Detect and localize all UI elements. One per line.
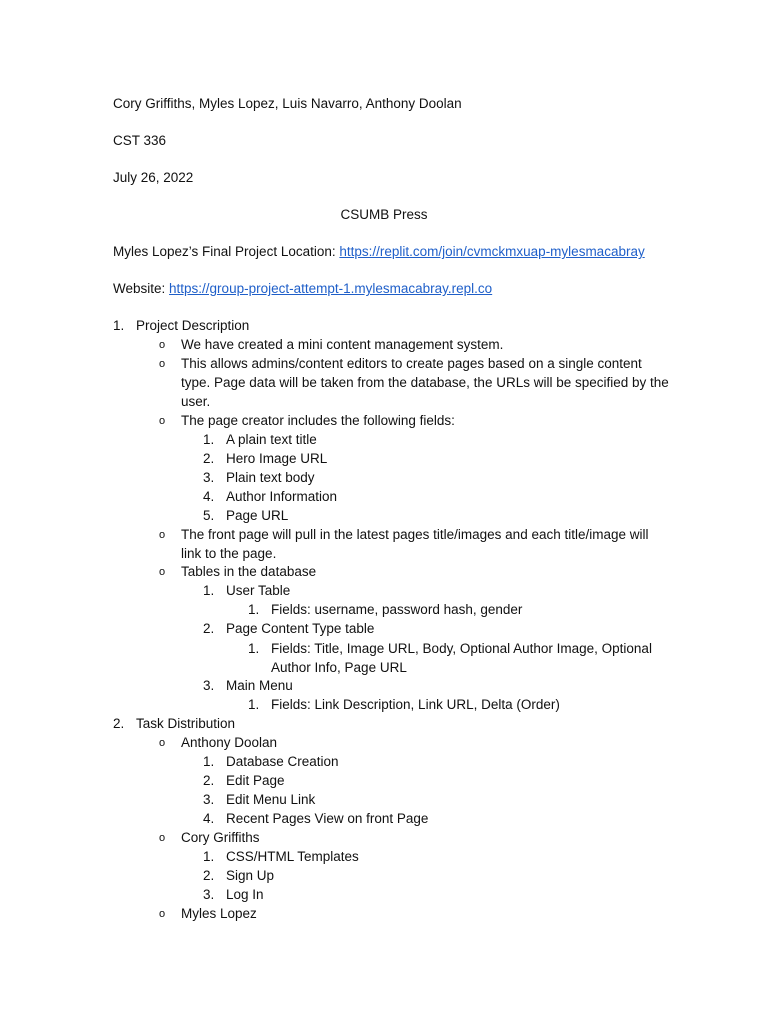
field-item: Author Information [226,489,338,504]
table-name: Page Content Type table [226,621,375,636]
table-fields: Fields: username, password hash, gender [271,602,523,617]
list-number: 1. [203,432,215,447]
website-link[interactable]: https://group-project-attempt-1.mylesmacabray.repl.co [169,281,493,296]
list-number: 3. [203,792,215,807]
website-label: Website: [113,281,170,296]
field-item: A plain text title [226,432,317,447]
field-item: Plain text body [226,470,315,485]
list-number: 2. [203,773,215,788]
list-number: 1. [248,697,260,712]
list-number: 2. [203,621,215,636]
date-line: July 26, 2022 [113,170,194,185]
bullet-marker: o [159,415,166,427]
task-item: Edit Page [226,773,285,788]
list-number: 4. [203,489,215,504]
table-fields: Fields: Link Description, Link URL, Delta (Order) [271,697,560,712]
task-item: Database Creation [226,754,339,769]
list-item: The front page will pull in the latest pages title/images and each title/image will [181,527,649,542]
bullet-marker: o [159,529,166,541]
course-line: CST 336 [113,133,167,148]
section-heading: Project Description [136,318,250,333]
task-item: Log In [226,887,264,902]
list-number: 1. [248,602,260,617]
list-number: 1. [203,849,215,864]
section-number: 1. [113,318,125,333]
person-name: Anthony Doolan [181,735,278,750]
bullet-marker: o [159,339,166,351]
table-name: Main Menu [226,678,293,693]
project-location-label: Myles Lopez’s Final Project Location: [113,244,340,259]
table-name: User Table [226,583,291,598]
list-item: Tables in the database [181,564,317,579]
authors-line: Cory Griffiths, Myles Lopez, Luis Navarro, Anthony Doolan [113,96,462,111]
bullet-marker: o [159,358,166,370]
bullet-marker: o [159,908,166,920]
list-item: This allows admins/content editors to create pages based on a single content [181,356,642,371]
list-number: 1. [248,641,260,656]
list-number: 4. [203,811,215,826]
bullet-marker: o [159,566,166,578]
list-item-continuation: user. [181,394,211,409]
project-location-line [113,242,645,261]
bullet-marker: o [159,832,166,844]
section-number: 2. [113,716,125,731]
list-number: 1. [203,583,215,598]
list-number: 3. [203,678,215,693]
list-item: The page creator includes the following fields: [181,413,455,428]
document-title: CSUMB Press [340,207,428,222]
list-number: 1. [203,754,215,769]
bullet-marker: o [159,737,166,749]
list-item: We have created a mini content management system. [181,337,504,352]
list-number: 3. [203,887,215,902]
task-item: Edit Menu Link [226,792,316,807]
list-number: 3. [203,470,215,485]
table-fields: Fields: Title, Image URL, Body, Optional Author Image, Optional [271,641,652,656]
field-item: Page URL [226,508,289,523]
list-item-continuation: link to the page. [181,546,277,561]
list-item-continuation: type. Page data will be taken from the database, the URLs will be specified by the [181,375,669,390]
section-heading: Task Distribution [136,716,236,731]
table-fields-continuation: Author Info, Page URL [271,660,407,675]
website-line [113,279,492,298]
list-number: 5. [203,508,215,523]
task-item: Recent Pages View on front Page [226,811,429,826]
task-item: CSS/HTML Templates [226,849,359,864]
project-location-link[interactable]: https://replit.com/join/cvmckmxuap-mylesmacabray [339,244,645,259]
field-item: Hero Image URL [226,451,328,466]
list-number: 2. [203,868,215,883]
list-number: 2. [203,451,215,466]
person-name: Cory Griffiths [181,830,260,845]
person-name: Myles Lopez [181,906,257,921]
task-item: Sign Up [226,868,275,883]
